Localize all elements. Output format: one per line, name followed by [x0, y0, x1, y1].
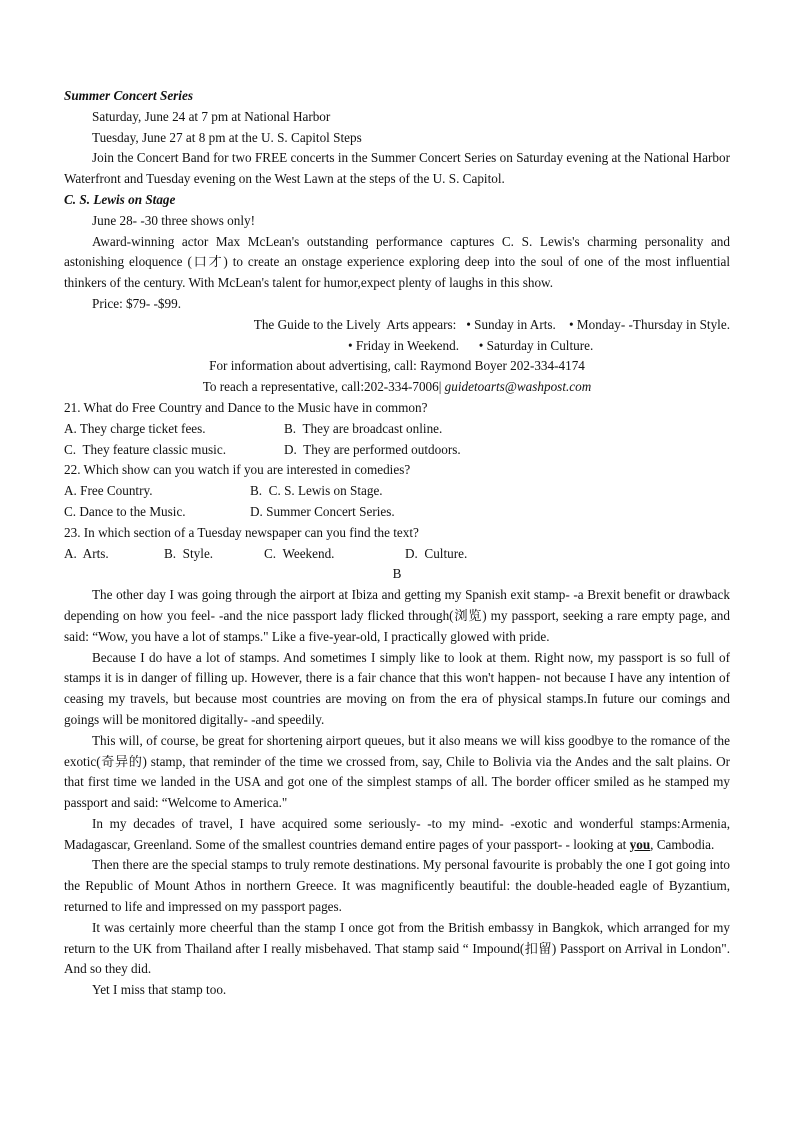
question-21-options-row-2	[64, 440, 730, 461]
section-b-label: B	[392, 566, 402, 582]
representative-phone: To reach a representative, call:202-334-7006|	[202, 379, 442, 395]
passage-b-paragraph-1: The other day I was going through the airport at Ibiza and getting my Spanish exit stamp- -a Brexit benefit or drawback depending on how you feel- -and the nice passport lady flicked through(浏览) my passport, seeking a rare empty page, and said: “Wow, you have a lot of stamps." Like a five-year-old, I practically glowed with pride.	[64, 587, 730, 644]
paragraph-4-text: In my decades of travel, I have acquired some seriously- -to my mind- -exotic and wonderful stamps:Armenia, Madagascar, Greenland. Some of the smallest countries demand entire pages of your passport- - looking at	[64, 815, 730, 852]
paragraph-4-end: , Cambodia.	[650, 836, 715, 852]
summer-concert-date-1: Saturday, June 24 at 7 pm at National Harbor	[92, 108, 331, 124]
option-23-b[interactable]: B. Style.	[164, 545, 214, 561]
option-21-a[interactable]: A. They charge ticket fees.	[64, 420, 206, 436]
option-21-b[interactable]: B. They are broadcast online.	[284, 420, 443, 436]
guide-line-1: The Guide to the Lively Arts appears: • Sunday in Arts. • Monday- -Thursday in Style.	[253, 316, 730, 332]
summer-concert-title: Summer Concert Series	[64, 88, 193, 103]
option-23-a[interactable]: A. Arts.	[64, 545, 109, 561]
option-22-c[interactable]: C. Dance to the Music.	[64, 503, 186, 519]
question-22: 22. Which show can you watch if you are interested in comedies?	[64, 462, 411, 478]
guide-advertising: For information about advertising, call: Raymond Boyer 202-334-4174	[209, 358, 585, 374]
guide-line-2: • Friday in Weekend. • Saturday in Culture.	[348, 337, 594, 353]
option-21-d[interactable]: D. They are performed outdoors.	[284, 441, 461, 457]
question-22-options-row-1	[64, 481, 730, 502]
option-21-c[interactable]: C. They feature classic music.	[64, 441, 226, 457]
underlined-word-you: you	[629, 836, 651, 852]
question-23: 23. In which section of a Tuesday newspaper can you find the text?	[64, 524, 419, 540]
question-21-options-row-1	[64, 419, 730, 440]
lewis-title: C. S. Lewis on Stage	[64, 191, 176, 207]
option-23-d[interactable]: D. Culture.	[405, 545, 468, 561]
lewis-price: Price: $79- -$99.	[92, 295, 181, 311]
option-22-a[interactable]: A. Free Country.	[64, 483, 153, 499]
question-22-options-row-2	[64, 502, 730, 523]
question-21: 21. What do Free Country and Dance to the Music have in common?	[64, 399, 428, 415]
lewis-description: Award-winning actor Max McLean's outstanding performance captures C. S. Lewis's charming personality and astonishing eloquence (口才) to create an onstage experience exploring deep into the soul of one of the most influential thinkers of the century. With McLean's talent for humor,expect plenty of laughs in this show.	[64, 233, 730, 291]
passage-b-paragraph-3: This will, of course, be great for shortening airport queues, but it also means we will kiss goodbye to the romance of the exotic(奇异的) stamp, that reminder of the time we crossed from, say, Chile to Bolivia via the Andes and the salt plains. Or that first time we landed in the USA and got one of the simplest stamps of all. The border officer smiled as he stamped my passport and said: “Welcome to America."	[64, 732, 730, 811]
summer-concert-date-2: Tuesday, June 27 at 8 pm at the U. S. Capitol Steps	[92, 129, 362, 145]
question-23-options	[64, 544, 730, 565]
lewis-dates: June 28- -30 three shows only!	[92, 212, 255, 228]
passage-b-paragraph-6: It was certainly more cheerful than the stamp I once got from the British embassy in Bangkok, which arranged for my return to the UK from Thailand after I really misbehaved. That stamp said “ Impound(扣留) Passport on Arrival in London". And so they did.	[64, 919, 730, 977]
option-22-b[interactable]: B. C. S. Lewis on Stage.	[250, 483, 383, 499]
passage-b-paragraph-2: Because I do have a lot of stamps. And sometimes I simply like to look at them. Right now, my passport is so full of stamps it is in danger of filling up. However, there is a fair chance that this won't happen- not because I have any intention of ceasing my travels, but because most countries are moving on from the era of physical stamps.In future our comings and goings will be monitored digitally- -and speedily.	[64, 649, 730, 727]
option-22-d[interactable]: D. Summer Concert Series.	[250, 503, 395, 519]
passage-b-paragraph-4	[64, 814, 730, 856]
guide-email-link[interactable]: guidetoarts@washpost.com	[444, 379, 592, 395]
option-23-c[interactable]: C. Weekend.	[264, 545, 335, 561]
passage-b-paragraph-7: Yet I miss that stamp too.	[92, 982, 227, 998]
summer-concert-description: Join the Concert Band for two FREE concerts in the Summer Concert Series on Saturday evening at the National Harbor Waterfront and Tuesday evening on the West Lawn at the steps of the U. S. Capitol.	[64, 150, 730, 187]
passage-b-paragraph-5: Then there are the special stamps to truly remote destinations. My personal favourite is probably the one I got going into the Republic of Mount Athos in northern Greece. It was magnificently beautiful: the double-headed eagle of Byzantium, returned to life and impressed on my passport pages.	[64, 857, 730, 915]
guide-representative	[64, 377, 730, 398]
